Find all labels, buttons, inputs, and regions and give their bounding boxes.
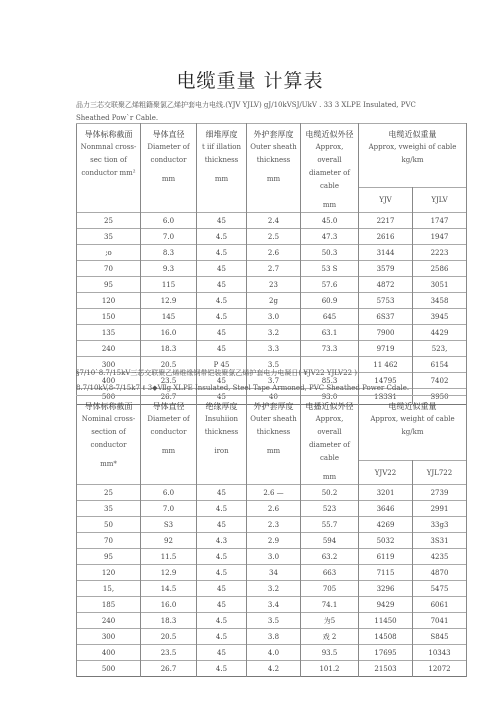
- table-cell: 3296: [359, 581, 413, 597]
- cable-weight-table-1: [76, 123, 467, 405]
- table-cell: 50: [77, 517, 141, 533]
- table-cell: 2739: [413, 485, 467, 501]
- table-cell: S950: [413, 389, 467, 405]
- column-header-zh: 电缆近似重量: [388, 130, 437, 139]
- table-cell: 115: [141, 277, 197, 293]
- table-cell: 500: [77, 661, 141, 677]
- table-cell: 3.5: [247, 613, 301, 629]
- table-cell: 16.0: [141, 597, 197, 613]
- column-header-content: [141, 128, 196, 186]
- column-header-en: Approx, vweighi of cable kg/km: [368, 143, 457, 164]
- column-header-content: [301, 128, 358, 212]
- table-cell: 7.0: [141, 229, 197, 245]
- table-cell: 14795: [359, 373, 413, 389]
- table-cell: 7041: [413, 613, 467, 629]
- table-cell: 18.3: [141, 613, 197, 629]
- table-cell: 120: [77, 293, 141, 309]
- column-header-en: Nonmnal cross-sec tion of conductor mm²: [80, 143, 137, 177]
- table-row: [77, 309, 467, 325]
- table-cell: 705: [301, 581, 359, 597]
- table-row: [77, 565, 467, 581]
- table-row: [77, 325, 467, 341]
- weight-subheader: YJV: [359, 188, 413, 213]
- column-header-zh: 电播近似外径: [305, 402, 354, 411]
- table-row: [77, 661, 467, 677]
- table-cell: 45.0: [301, 213, 359, 229]
- column-header-zh: 导体直径: [152, 402, 185, 411]
- table-cell: 2.7: [247, 261, 301, 277]
- column-header-zh: 细堆厚度: [205, 130, 238, 139]
- table-cell: 9719: [359, 341, 413, 357]
- column-header-unit: mm: [214, 175, 229, 183]
- column-header-unit: iron: [214, 447, 229, 455]
- column-header: [247, 396, 301, 485]
- table-cell: 20.5: [141, 357, 197, 373]
- table-cell: 5032: [359, 533, 413, 549]
- table-cell: 70: [77, 261, 141, 277]
- table-row: [77, 517, 467, 533]
- column-header-en: Outer sheath thickness: [250, 415, 297, 436]
- table-cell: 240: [77, 613, 141, 629]
- column-header: [77, 396, 141, 485]
- table-row: [77, 581, 467, 597]
- column-header: [77, 124, 141, 213]
- table-cell: 2223: [413, 245, 467, 261]
- table-cell: 26.7: [141, 389, 197, 405]
- column-header-zh: 导体直径: [152, 130, 185, 139]
- table-cell: 523: [301, 501, 359, 517]
- table-cell: 10343: [413, 645, 467, 661]
- table-cell: 50.2: [301, 485, 359, 501]
- table-row: [77, 229, 467, 245]
- table-cell: 6.0: [141, 485, 197, 501]
- table-cell: 12.9: [141, 565, 197, 581]
- column-header-content: [247, 400, 300, 458]
- table-row: [77, 645, 467, 661]
- table-cell: 6119: [359, 549, 413, 565]
- table-cell: 2g: [247, 293, 301, 309]
- table-cell: 45: [197, 325, 247, 341]
- table-cell: 3201: [359, 485, 413, 501]
- table-cell: 5753: [359, 293, 413, 309]
- table-cell: 2586: [413, 261, 467, 277]
- table-row: [77, 533, 467, 549]
- column-header-unit: mm: [266, 447, 281, 455]
- column-header-unit: mm: [266, 175, 281, 183]
- table-cell: 73.3: [301, 341, 359, 357]
- table-cell: 4.5: [197, 501, 247, 517]
- table-cell: 4.5: [197, 613, 247, 629]
- table-cell: 3144: [359, 245, 413, 261]
- table-cell: 3.7: [247, 373, 301, 389]
- table-cell: 3.8: [247, 629, 301, 645]
- column-header-en: Approx, overall diameter of cable: [308, 415, 350, 462]
- table-row: [77, 261, 467, 277]
- table-cell: 2.6: [247, 501, 301, 517]
- table-cell: 23: [247, 277, 301, 293]
- table-cell: 500: [77, 389, 141, 405]
- table-cell: 55.7: [301, 517, 359, 533]
- table-cell: 523,: [413, 341, 467, 357]
- table-cell: 3458: [413, 293, 467, 309]
- table-cell: 2.4: [247, 213, 301, 229]
- table-cell: 17695: [359, 645, 413, 661]
- table-cell: 4870: [413, 565, 467, 581]
- table-cell: 3579: [359, 261, 413, 277]
- table-cell: 240: [77, 341, 141, 357]
- table-cell: 185: [77, 597, 141, 613]
- table-cell: S3: [141, 517, 197, 533]
- table-cell: 9429: [359, 597, 413, 613]
- column-header: [247, 124, 301, 213]
- column-header-zh: 绝缘厚度: [205, 402, 238, 411]
- table-cell: 25: [77, 213, 141, 229]
- table-cell: 594: [301, 533, 359, 549]
- column-header: [301, 124, 359, 213]
- table-cell: 50.3: [301, 245, 359, 261]
- column-header: [141, 396, 197, 485]
- table-cell: 2.6 —: [247, 485, 301, 501]
- table-cell: 3646: [359, 501, 413, 517]
- table-cell: 3.4: [247, 597, 301, 613]
- table-cell: 53 S: [301, 261, 359, 277]
- table2-caption-line1: §7/10`8.7/15kV三芯交联聚乙烯维缘钢带铠装聚氯乙烯护套电力电凝日( ¥JV22 YJLV22 ): [76, 369, 357, 377]
- table-cell: 6.0: [141, 213, 197, 229]
- table-row: [77, 277, 467, 293]
- table-cell: 93.0: [301, 389, 359, 405]
- table-cell: 1747: [413, 213, 467, 229]
- column-header-zh: 电缆近似重量: [388, 402, 437, 411]
- column-header-content: [197, 128, 246, 186]
- table-cell: 45: [197, 645, 247, 661]
- table-cell: 4429: [413, 325, 467, 341]
- column-header-unit: mm: [322, 473, 337, 481]
- table-cell: 95: [77, 277, 141, 293]
- table-row: [77, 501, 467, 517]
- table-cell: 663: [301, 565, 359, 581]
- table-cell: 4269: [359, 517, 413, 533]
- table-cell: 3.0: [247, 309, 301, 325]
- table-cell: 23.5: [141, 645, 197, 661]
- table-cell: 45: [197, 389, 247, 405]
- column-header-unit: mm: [322, 201, 337, 209]
- table-cell: 4.5: [197, 293, 247, 309]
- table1-header-row: [77, 124, 467, 188]
- column-header: [359, 124, 467, 188]
- column-header-content: [247, 128, 300, 186]
- table-cell: 4.5: [197, 565, 247, 581]
- table-cell: 7402: [413, 373, 467, 389]
- table-cell: P 45: [197, 357, 247, 373]
- table-cell: 4.2: [247, 661, 301, 677]
- table-cell: 45: [197, 517, 247, 533]
- table-cell: 3S31: [413, 533, 467, 549]
- table-cell: 15,: [77, 581, 141, 597]
- column-header-zh: 导体标称截面: [84, 402, 133, 411]
- table-cell: 95: [77, 549, 141, 565]
- column-header-en: Outer sheath thickness: [250, 143, 297, 164]
- table-cell: 7.0: [141, 501, 197, 517]
- table-cell: 4872: [359, 277, 413, 293]
- column-header-unit: mm*: [100, 460, 117, 468]
- table-cell: 74.1: [301, 597, 359, 613]
- column-header-zh: 外护套厚度: [253, 402, 294, 411]
- table-cell: 25: [77, 485, 141, 501]
- table-cell: 12072: [413, 661, 467, 677]
- table-cell: 2.3: [247, 517, 301, 533]
- table-cell: 40: [247, 389, 301, 405]
- table-cell: 2.5: [247, 229, 301, 245]
- column-header-content: [77, 400, 140, 471]
- table-cell: 4.5: [197, 309, 247, 325]
- table-cell: 为5: [301, 613, 359, 629]
- table-cell: 14508: [359, 629, 413, 645]
- column-header-en: Approx, overall diameter of cable: [308, 143, 350, 190]
- weight-subheader: YJLV: [413, 188, 467, 213]
- table-cell: 400: [77, 645, 141, 661]
- table-cell: 20.5: [141, 629, 197, 645]
- table-cell: 11450: [359, 613, 413, 629]
- table-cell: 92: [141, 533, 197, 549]
- table-cell: 35: [77, 229, 141, 245]
- table-cell: 63.2: [301, 549, 359, 565]
- column-header-content: [197, 400, 246, 458]
- table-cell: 4.3: [197, 533, 247, 549]
- table-cell: 14.5: [141, 581, 197, 597]
- table-cell: 12.9: [141, 293, 197, 309]
- column-header: [197, 124, 247, 213]
- table-cell: 85.3: [301, 373, 359, 389]
- column-header-zh: 导体标称截面: [84, 130, 133, 139]
- table-cell: 3.2: [247, 325, 301, 341]
- page-title: 电缆重量 计算表: [176, 70, 324, 92]
- table-cell: 93.5: [301, 645, 359, 661]
- table-cell: 3051: [413, 277, 467, 293]
- table-row: [77, 629, 467, 645]
- table1-caption-line2: Sheathed Pow`r Cable.: [76, 114, 159, 122]
- column-header-content: [359, 400, 466, 439]
- column-header-en: Diameter of conductor: [147, 415, 190, 436]
- table2-body: [77, 485, 467, 677]
- table-cell: 45: [197, 261, 247, 277]
- column-header: [301, 396, 359, 485]
- table-cell: 70: [77, 533, 141, 549]
- column-header-content: [141, 400, 196, 458]
- column-header-zh: 外护套厚度: [253, 130, 294, 139]
- table-cell: 9.3: [141, 261, 197, 277]
- column-header-unit: mm: [161, 175, 176, 183]
- table2-caption-line2: 8.7/10kV,8-7/15k7 ℓ 3◆Ⅶg XLPE Insulated, Steel Tape Armoned, PVC Sheathed Power Cdale.: [76, 384, 410, 392]
- column-header-en: Diameter of conductor: [147, 143, 190, 164]
- table-cell: 645: [301, 309, 359, 325]
- column-header-en: Nominal cross-section of conductor: [81, 415, 136, 449]
- table-row: [77, 549, 467, 565]
- table-cell: 2991: [413, 501, 467, 517]
- column-header-content: [301, 400, 358, 484]
- table-cell: 4235: [413, 549, 467, 565]
- table-cell: 4.0: [247, 645, 301, 661]
- table-cell: 300: [77, 357, 141, 373]
- table-cell: 34: [247, 565, 301, 581]
- table-cell: 18.3: [141, 341, 197, 357]
- table-cell: 6154: [413, 357, 467, 373]
- table-row: [77, 485, 467, 501]
- table-cell: 35: [77, 501, 141, 517]
- table-cell: 16.0: [141, 325, 197, 341]
- table-cell: 101.2: [301, 661, 359, 677]
- table-cell: 4.5: [197, 629, 247, 645]
- table-cell: 33g3: [413, 517, 467, 533]
- table-cell: 45: [197, 373, 247, 389]
- cable-weight-table-2: [76, 395, 467, 677]
- table-cell: 26.7: [141, 661, 197, 677]
- table-cell: S845: [413, 629, 467, 645]
- table-cell: 8.3: [141, 245, 197, 261]
- table-cell: 4.5: [197, 661, 247, 677]
- column-header-unit: mm: [161, 447, 176, 455]
- table-cell: 7115: [359, 565, 413, 581]
- table-cell: 400: [77, 373, 141, 389]
- table-row: [77, 293, 467, 309]
- table-cell: 63.1: [301, 325, 359, 341]
- column-header: [141, 124, 197, 213]
- table-cell: 45: [197, 581, 247, 597]
- column-header-zh: 电缆近似外径: [305, 130, 354, 139]
- weight-subheader: YJV22: [359, 461, 413, 485]
- table-row: [77, 341, 467, 357]
- table-cell: 45: [197, 597, 247, 613]
- table-cell: 1947: [413, 229, 467, 245]
- table-cell: 3.0: [247, 549, 301, 565]
- table-cell: 1S3S1: [359, 389, 413, 405]
- table-cell: 2616: [359, 229, 413, 245]
- table-cell: 47.3: [301, 229, 359, 245]
- weight-subheader: YJL722: [413, 461, 467, 485]
- table-cell: 150: [77, 309, 141, 325]
- table-cell: 5475: [413, 581, 467, 597]
- table-cell: 4.5: [197, 549, 247, 565]
- column-header-content: [77, 128, 140, 180]
- table2-header-row: [77, 396, 467, 461]
- table-cell: 45: [197, 485, 247, 501]
- table-cell: 2217: [359, 213, 413, 229]
- table-cell: 45: [197, 341, 247, 357]
- table-cell: 3.5: [247, 357, 301, 373]
- table-cell: 145: [141, 309, 197, 325]
- table-row: [77, 213, 467, 229]
- table-cell: 戏 2: [301, 629, 359, 645]
- table-cell: 11 462: [359, 357, 413, 373]
- table-cell: 135: [77, 325, 141, 341]
- table-cell: ;o: [77, 245, 141, 261]
- table-cell: 45: [197, 213, 247, 229]
- table-cell: 45: [197, 277, 247, 293]
- table-cell: 2.6: [247, 245, 301, 261]
- table-row: [77, 597, 467, 613]
- table-cell: 60.9: [301, 293, 359, 309]
- column-header-en: Insuhiion thickness: [204, 415, 239, 436]
- table-cell: 21503: [359, 661, 413, 677]
- table-row: [77, 245, 467, 261]
- table-cell: 7900: [359, 325, 413, 341]
- column-header: [197, 396, 247, 485]
- table1-caption-line1: 品力三芯交联聚乙烯粗籍聚氯乙烯护套电力电线.(YJV YJLV) gJ/10kVSJ/UkV . 33 3 XLPE Insulated, PVC: [76, 101, 416, 109]
- table-cell: 6S37: [359, 309, 413, 325]
- table-cell: 4.5: [197, 229, 247, 245]
- table-row: [77, 613, 467, 629]
- column-header-en: t iif illation thickness: [202, 143, 241, 164]
- table-cell: 4.5: [197, 245, 247, 261]
- table-cell: 3.3: [247, 341, 301, 357]
- table-cell: 57.6: [301, 277, 359, 293]
- table-cell: 11.5: [141, 549, 197, 565]
- column-header-content: [359, 128, 466, 167]
- table-cell: 3945: [413, 309, 467, 325]
- column-header: [359, 396, 467, 461]
- table-cell: 2.9: [247, 533, 301, 549]
- table-cell: 6061: [413, 597, 467, 613]
- table-cell: 120: [77, 565, 141, 581]
- table-cell: 23.5: [141, 373, 197, 389]
- table-cell: 3.2: [247, 581, 301, 597]
- table-cell: 300: [77, 629, 141, 645]
- column-header-en: Approx, weight of cable kg/km: [370, 415, 455, 436]
